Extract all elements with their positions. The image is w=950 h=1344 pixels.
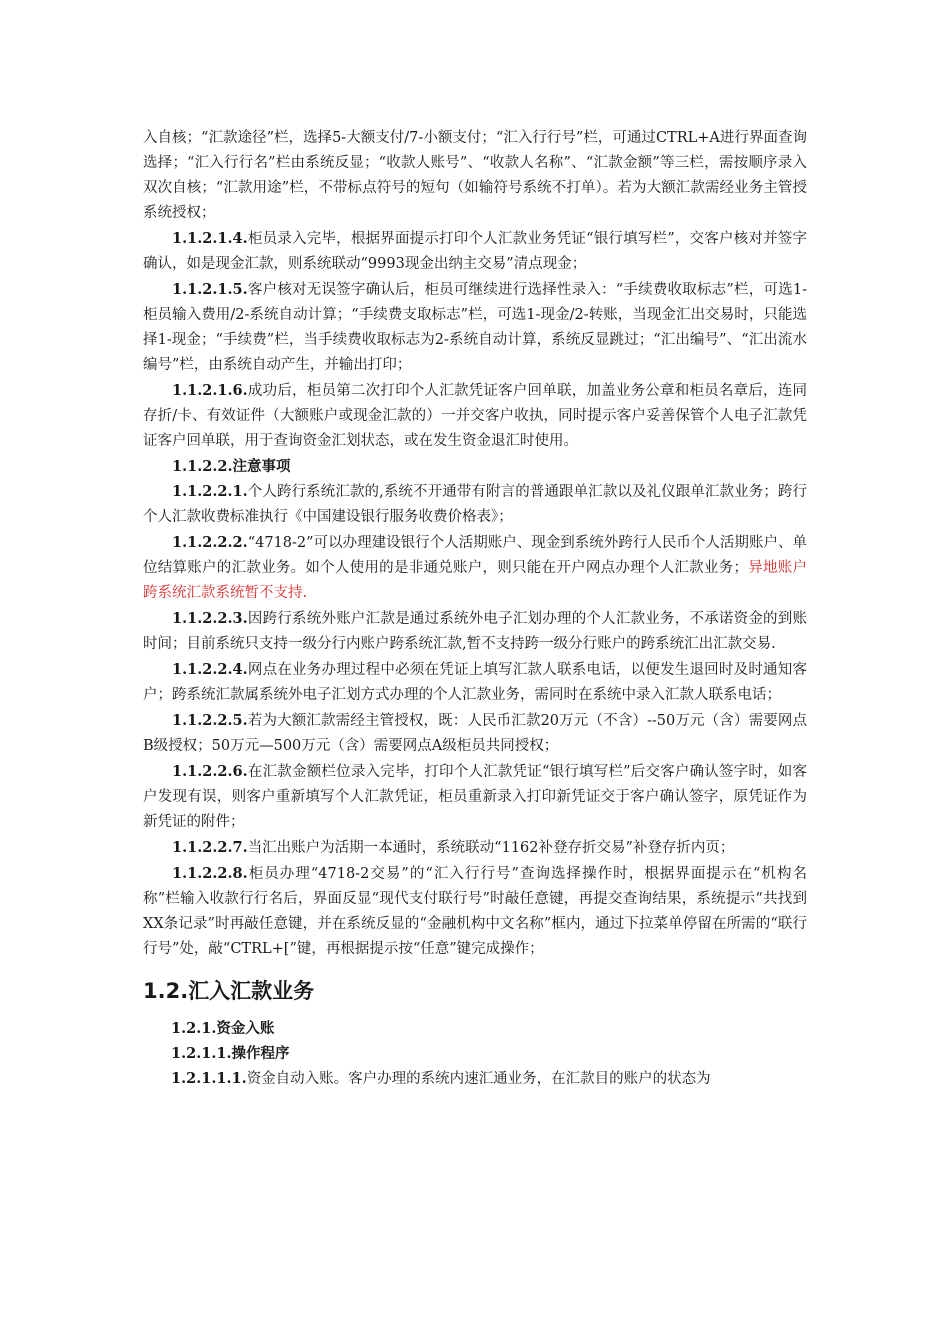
- section-number: 1.1.2.2.2.: [172, 534, 248, 551]
- paragraph-1-1-2-2-2: [143, 530, 807, 606]
- paragraph-text: 当汇出账户为活期一本通时，系统联动“1162补登存折交易”补登存折内页；: [247, 840, 735, 856]
- paragraph-continued: 入自核；“汇款途径”栏，选择5-大额支付/7-小额支付；“汇入行行号”栏，可通过CTRL+A进行界面查询选择；“汇入行行名”栏由系统反显；“收款人账号”、“收款人名称”、“汇款金额”等三栏，需按顺序录入双次自核；“汇款用途”栏，不带标点符号的短句（如输符号系统不打单）。若为大额汇款需经业务主管授系统授权；: [143, 130, 807, 221]
- paragraph-text: 客户核对无误签字确认后，柜员可继续进行选择性录入：“手续费收取标志”栏，可选1-柜员输入费用/2-系统自动计算；“手续费支取标志”栏，可选1-现金/2-转账，当现金汇出交易时，只能选择1-现金；“手续费”栏，当手续费收取标志为2-系统自动计算，系统反显跳过；“汇出编号”、“汇出流水编号”栏，由系统自动产生，并输出打印；: [143, 282, 807, 373]
- paragraph-text: “4718-2”可以办理建设银行个人活期账户、现金到系统外跨行人民币个人活期账户、单位结算账户的汇款业务。如个人使用的是非通兑账户，则只能在开户网点办理个人汇款业务；: [143, 535, 807, 576]
- paragraph-text: 因跨行系统外账户汇款是通过系统外电子汇划办理的个人汇款业务，不承诺资金的到账时间；目前系统只支持一级分行内账户跨系统汇款,暂不支持跨一级分行账户的跨系统汇出汇款交易.: [143, 611, 807, 652]
- heading-notes: 1.1.2.2.注意事项: [172, 458, 291, 475]
- paragraph-1-1-2-1-6: [143, 378, 807, 454]
- section-number: 1.1.2.1.5.: [172, 281, 248, 298]
- paragraph-1-1-2-2-7: [143, 835, 807, 861]
- paragraph-1-1-2-2-6: [143, 759, 807, 835]
- paragraph-1-1-2-2-1: [143, 479, 807, 530]
- paragraph-text: 柜员办理“4718-2交易”的“汇入行行号”查询选择操作时，根据界面提示在“机构名称”栏输入收款行行名后，界面反显“现代支付联行号”时敲任意键，再提交查询结果，系统提示“共找到XX条记录”时再敲任意键，并在系统反显的“金融机构中文名称”框内，通过下拉菜单停留在所需的“联行行号”处，敲“CTRL+[”键，再根据提示按“任意”键完成操作；: [143, 866, 807, 957]
- paragraph-text: 在汇款金额栏位录入完毕，打印个人汇款凭证“银行填写栏”后交客户确认签字时，如客户发现有误，则客户重新填写个人汇款凭证，柜员重新录入打印新凭证交于客户确认签字，原凭证作为新凭证的附件；: [143, 764, 807, 830]
- section-number: 1.2.1.1.1.: [171, 1070, 247, 1087]
- paragraph-1-1-2-2-8: [143, 861, 807, 962]
- paragraph-1-1-2-2-4: [143, 657, 807, 708]
- paragraph-text: 个人跨行系统汇款的,系统不开通带有附言的普通跟单汇款以及礼仪跟单汇款业务；跨行个人汇款收费标准执行《中国建设银行服务收费价格表》；: [143, 484, 807, 525]
- document-page: [143, 126, 807, 1092]
- paragraph-1-1-2-2-3: [143, 606, 807, 657]
- paragraph-text: 资金自动入账。客户办理的系统内速汇通业务，在汇款目的账户的状态为: [246, 1071, 711, 1087]
- paragraph-text: 柜员录入完毕，根据界面提示打印个人汇款业务凭证“银行填写栏”，交客户核对并签字确认，如是现金汇款，则系统联动“9993现金出纳主交易”清点现金；: [143, 231, 807, 272]
- paragraph-text: 网点在业务办理过程中必须在凭证上填写汇款人联系电话，以便发生退回时及时通知客户；跨系统汇款属系统外电子汇划方式办理的个人汇款业务，需同时在系统中录入汇款人联系电话；: [143, 662, 807, 703]
- section-number: 1.1.2.1.6.: [172, 382, 248, 399]
- heading-funds-posting: 1.2.1.资金入账: [171, 1020, 275, 1037]
- section-number: 1.1.2.2.6.: [172, 763, 248, 780]
- paragraph-text: 若为大额汇款需经主管授权，既：人民币汇款20万元（不含）--50万元（含）需要网点B级授权；50万元—500万元（含）需要网点A级柜员共同授权；: [143, 713, 807, 754]
- paragraph-1-1-2-1-5: [143, 277, 807, 378]
- section-number: 1.1.2.2.4.: [172, 661, 248, 678]
- section-number: 1.1.2.2.8.: [172, 865, 248, 882]
- paragraph-text: 成功后，柜员第二次打印个人汇款凭证客户回单联，加盖业务公章和柜员名章后，连同存折/卡、有效证件（大额账户或现金汇款的）一并交客户收执，同时提示客户妥善保管个人电子汇款凭证客户回单联，用于查询资金汇划状态，或在发生资金退汇时使用。: [143, 383, 807, 449]
- section-number: 1.1.2.1.4.: [172, 230, 248, 247]
- section-number: 1.1.2.2.7.: [172, 839, 248, 856]
- section-number: 1.1.2.2.5.: [172, 712, 248, 729]
- heading-inward-remittance: 1.2.汇入汇款业务: [143, 979, 315, 1003]
- section-number: 1.1.2.2.1.: [172, 483, 248, 500]
- warning-text: 异地账户跨系统汇款系统暂不支持.: [143, 560, 807, 601]
- paragraph-1-1-2-2-5: [143, 708, 807, 759]
- heading-procedure: 1.2.1.1.操作程序: [171, 1045, 290, 1062]
- paragraph-1-1-2-1-4: [143, 226, 807, 277]
- section-number: 1.1.2.2.3.: [172, 610, 248, 627]
- paragraph-1-2-1-1-1: [143, 1066, 807, 1092]
